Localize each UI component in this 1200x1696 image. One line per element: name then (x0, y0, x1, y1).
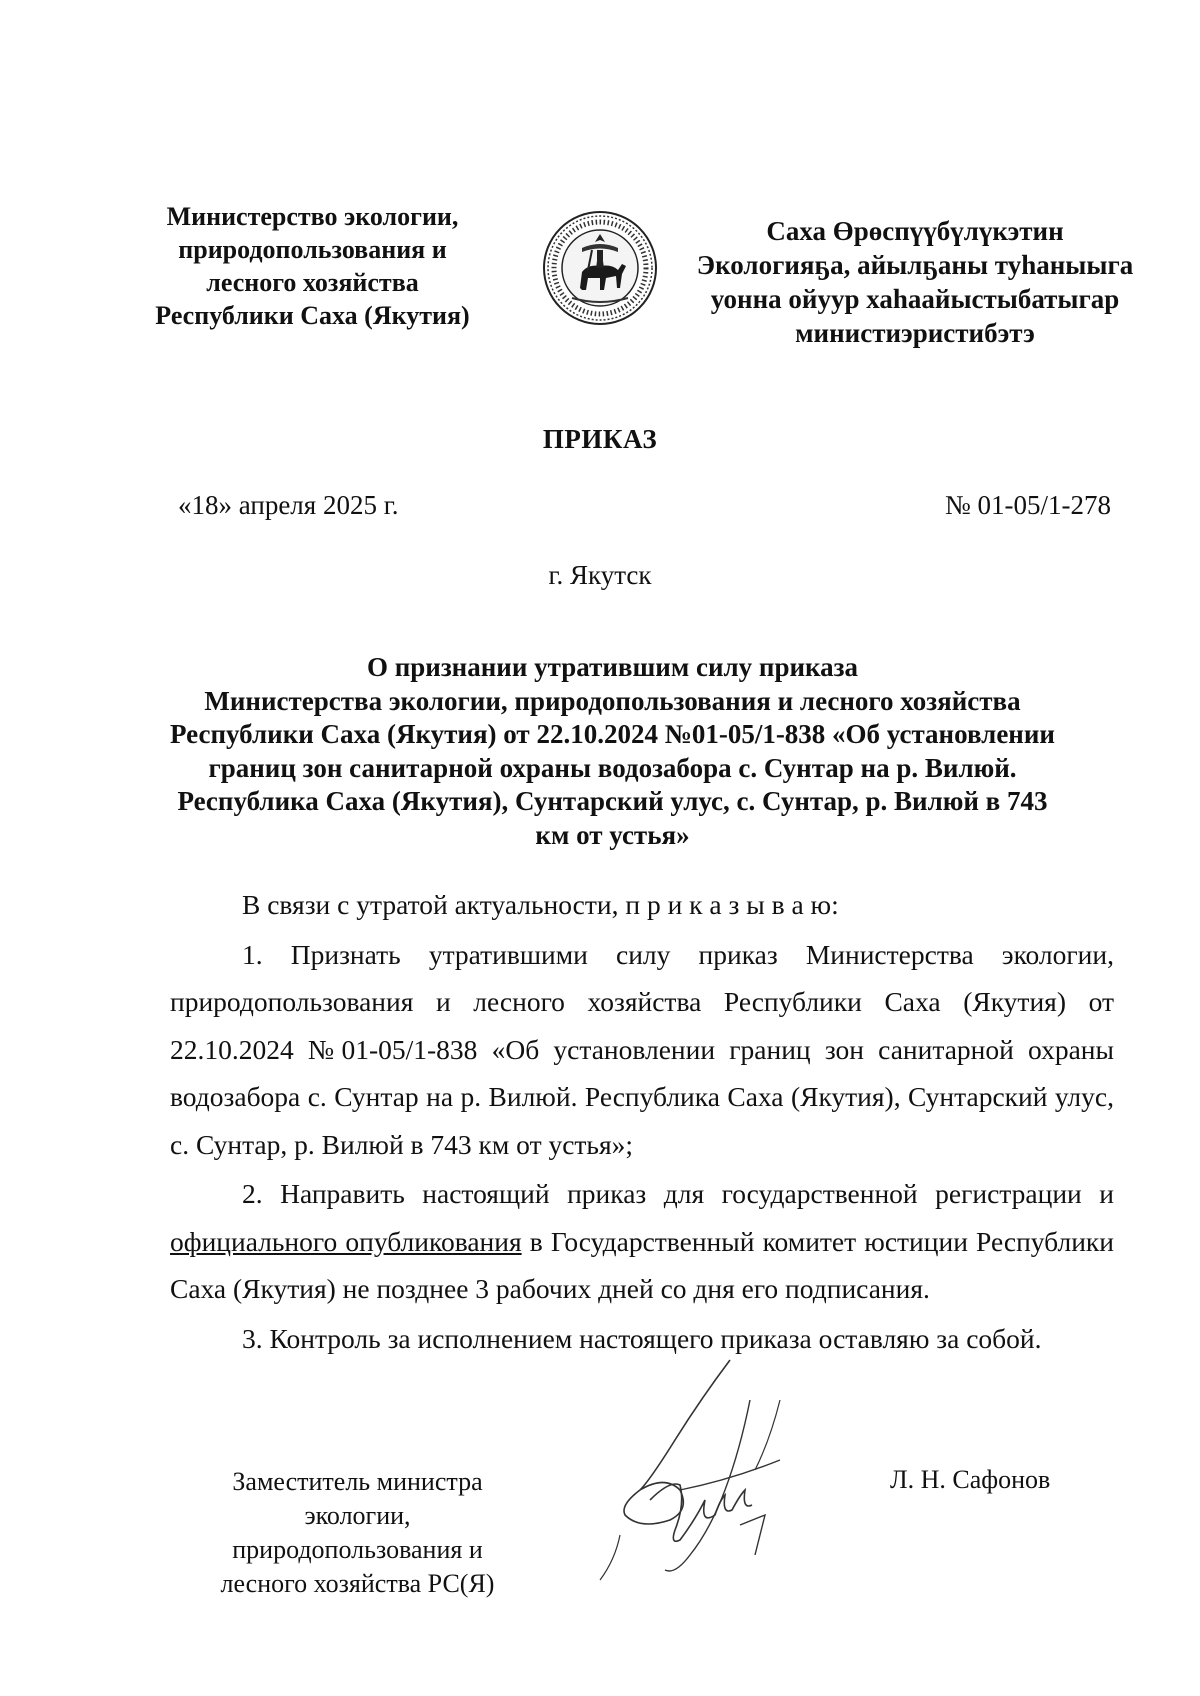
subject-line: О признании утратившим силу приказа (366, 652, 859, 682)
order-number: № 01-05/1-278 (945, 490, 1111, 520)
order-item-2 (170, 1170, 1114, 1313)
order-item-2-text: 2. Направить настоящий приказ для государственной регистрации и (242, 1178, 1114, 1209)
position-line: Заместитель министра (232, 1467, 483, 1496)
signatory-position (190, 1465, 525, 1601)
position-line: природопользования и (232, 1535, 483, 1564)
order-city: г. Якутск (548, 560, 652, 590)
order-date: «18» апреля 2025 г. (178, 490, 399, 520)
underlined-phrase: официального опубликования (170, 1225, 522, 1257)
coat-of-arms-icon (542, 210, 658, 326)
subject-line: Республики Саха (Якутия) от 22.10.2024 №01-05/1-838 «Об установлении (170, 719, 1055, 749)
order-subject (140, 651, 1085, 852)
ministry-name-line: Министерство экологии, (166, 202, 459, 231)
ministry-name-line: лесного хозяйства (206, 268, 419, 297)
order-body (170, 881, 1114, 1364)
order-item-3: 3. Контроль за исполнением настоящего приказа оставляю за собой. (242, 1322, 1042, 1354)
ministry-name-russian (140, 200, 485, 332)
ministry-name-line: Саха Өрөспүүбүлүкэтин (766, 216, 1064, 246)
ministry-name-line: природопользования и (178, 235, 447, 264)
ministry-name-yakut (680, 214, 1150, 350)
document-title: ПРИКАЗ (542, 424, 658, 454)
subject-line: Республика Саха (Якутия), Сунтарский улус, с. Сунтар, р. Вилюй в 743 (177, 786, 1048, 816)
order-item-2-text: в Государственный комитет юстиции Республики Саха (Якутия) не позднее 3 рабочих дней со дня его подписания. (170, 1225, 1115, 1304)
ministry-name-line: уонна ойуур хаһаайыстыбатыгар (710, 284, 1120, 314)
handwritten-signature-icon (580, 1340, 820, 1590)
subject-line: границ зон санитарной охраны водозабора с. Сунтар на р. Вилюй. (208, 752, 1017, 783)
ministry-name-line: министиэристибэтэ (795, 318, 1035, 348)
ministry-name-line: Республики Саха (Якутия) (155, 301, 470, 330)
position-line: лесного хозяйства РС(Я) (220, 1569, 495, 1598)
subject-line: Министерства экологии, природопользования и лесного хозяйства (204, 685, 1021, 716)
intro-paragraph: В связи с утратой актуальности, п р и к а з ы в а ю: (242, 889, 839, 920)
signatory-name: Л. Н. Сафонов (890, 1465, 1051, 1494)
subject-line: км от устья» (535, 819, 690, 850)
order-item-1: 1. Признать утратившими силу приказ Министерства экологии, природопользования и лесного хозяйства Республики Саха (Якутия) от 22.10.2024 №01-05/1-838 «Об установлении границ зон санитарной охраны водозабора с. Сунтар на р. Вилюй. Республика Саха (Якутия), Сунтарский улус, с. Сунтар, р. Вилюй в 743 км от устья»; (170, 938, 1114, 1160)
position-line: экологии, (304, 1501, 411, 1530)
ministry-name-line: Экологияҕа, айылҕаны туһаныыга (696, 250, 1134, 280)
